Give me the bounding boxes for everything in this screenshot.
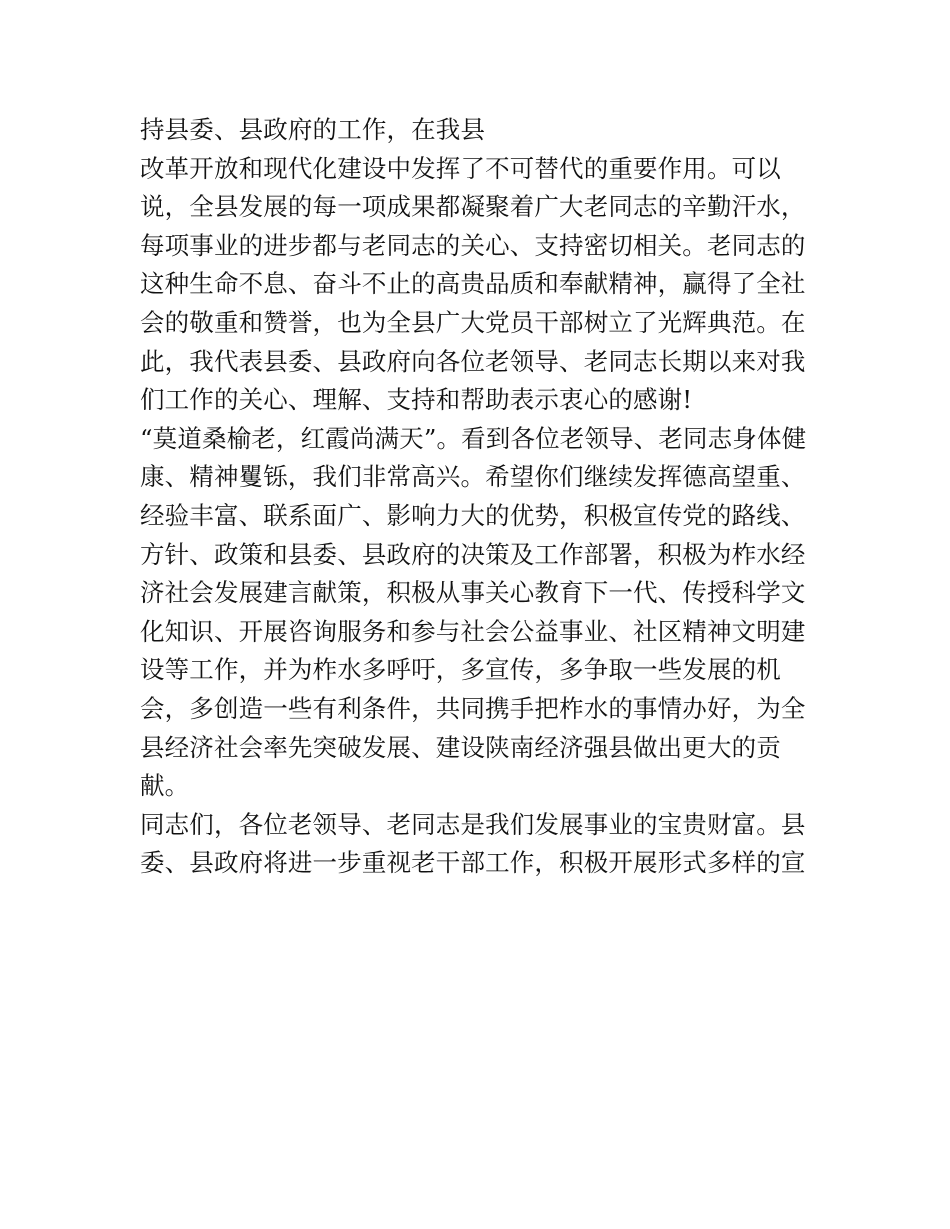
text-line: 们工作的关心、理解、支持和帮助表示衷心的感谢! bbox=[140, 385, 693, 415]
text-line: 会的敬重和赞誉，也为全县广大党员干部树立了光辉典范。在 bbox=[140, 307, 806, 337]
text-line: 县经济社会率先突破发展、建设陕南经济强县做出更大的贡 bbox=[140, 732, 781, 762]
text-line: 此，我代表县委、县政府向各位老领导、老同志长期以来对我 bbox=[140, 346, 806, 376]
text-line: 持县委、县政府的工作，在我县 bbox=[140, 115, 486, 144]
text-line: 经验丰富、联系面广、影响力大的优势，积极宣传党的路线、 bbox=[140, 500, 806, 530]
text-line: 委、县政府将进一步重视老干部工作，积极开展形式多样的宣 bbox=[140, 848, 806, 878]
speech-text bbox=[140, 111, 820, 883]
text-line: 化知识、开展咨询服务和参与社会公益事业、社区精神文明建 bbox=[140, 616, 806, 646]
text-line: 这种生命不息、奋斗不止的高贵品质和奉献精神，赢得了全社 bbox=[140, 269, 806, 299]
text-line: 方针、政策和县委、县政府的决策及工作部署，积极为柞水经 bbox=[140, 539, 806, 569]
text-line: 献。 bbox=[140, 771, 190, 801]
text-line: 同志们，各位老领导、老同志是我们发展事业的宝贵财富。县 bbox=[140, 809, 806, 839]
text-line: 说，全县发展的每一项成果都凝聚着广大老同志的辛勤汗水， bbox=[140, 192, 806, 222]
text-line: 每项事业的进步都与老同志的关心、支持密切相关。老同志的 bbox=[140, 230, 806, 260]
text-line: 济社会发展建言献策，积极从事关心教育下一代、传授科学文 bbox=[140, 578, 806, 608]
text-line: 康、精神矍铄，我们非常高兴。希望你们继续发挥德高望重、 bbox=[140, 462, 806, 492]
text-line: “莫道桑榆老，红霞尚满天”。看到各位老领导、老同志身体健 bbox=[140, 423, 807, 453]
text-line: 设等工作，并为柞水多呼吁，多宣传，多争取一些发展的机 bbox=[140, 655, 781, 685]
text-line: 改革开放和现代化建设中发挥了不可替代的重要作用。可以 bbox=[140, 153, 781, 183]
text-line: 会，多创造一些有利条件，共同携手把柞水的事情办好，为全 bbox=[140, 693, 806, 723]
